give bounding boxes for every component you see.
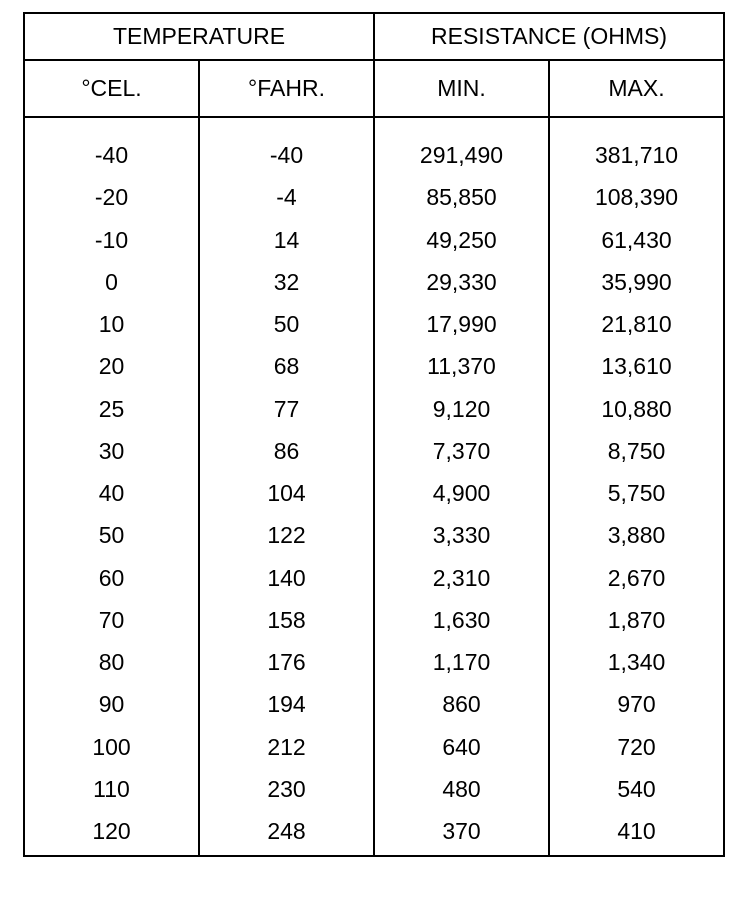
fahrenheit-cell: 86 (199, 430, 374, 472)
fahrenheit-cell: 104 (199, 472, 374, 514)
temperature-group-header: TEMPERATURE (24, 13, 374, 60)
table-row (24, 117, 724, 176)
max-resistance-cell: 3,880 (607, 522, 666, 549)
max-resistance-cell: 5,750 (607, 480, 666, 507)
celsius-cell: 10 (24, 303, 199, 345)
min-resistance-cell: 2,310 (374, 557, 549, 599)
min-resistance-cell: 1,170 (374, 641, 549, 683)
celsius-cell: 60 (24, 557, 199, 599)
celsius-cell: 20 (24, 345, 199, 387)
max-resistance-cell: 381,710 (594, 142, 679, 169)
table-row (24, 261, 724, 303)
fahrenheit-cell: 194 (199, 683, 374, 725)
min-resistance-cell: 480 (374, 768, 549, 810)
temperature-resistance-table (23, 12, 725, 857)
group-header-row (24, 13, 724, 60)
max-resistance-cell: 61,430 (601, 226, 672, 253)
fahrenheit-cell: 158 (199, 599, 374, 641)
min-resistance-cell: 49,250 (374, 219, 549, 261)
table-row (24, 176, 724, 218)
min-resistance-cell: 17,990 (374, 303, 549, 345)
column-header-row (24, 60, 724, 117)
celsius-header: °CEL. (24, 60, 199, 117)
fahrenheit-cell: 140 (199, 557, 374, 599)
celsius-cell: 50 (24, 514, 199, 556)
min-resistance-cell: 11,370 (374, 345, 549, 387)
max-resistance-cell: 35,990 (601, 268, 672, 295)
celsius-cell: 80 (24, 641, 199, 683)
fahrenheit-cell: -4 (199, 176, 374, 218)
table-row (24, 388, 724, 430)
table-row (24, 219, 724, 261)
table-row (24, 768, 724, 810)
min-resistance-cell: 1,630 (374, 599, 549, 641)
max-resistance-cell: 1,340 (607, 649, 666, 676)
table-row (24, 430, 724, 472)
min-resistance-cell: 4,900 (374, 472, 549, 514)
min-resistance-cell: 860 (374, 683, 549, 725)
fahrenheit-header: °FAHR. (199, 60, 374, 117)
max-resistance-cell: 10,880 (601, 395, 672, 422)
min-resistance-cell: 3,330 (374, 514, 549, 556)
max-resistance-cell: 108,390 (594, 184, 679, 211)
min-resistance-cell: 370 (374, 810, 549, 856)
max-resistance-cell: 8,750 (607, 437, 666, 464)
fahrenheit-cell: 212 (199, 726, 374, 768)
table-row (24, 557, 724, 599)
fahrenheit-cell: 14 (199, 219, 374, 261)
celsius-cell: 100 (24, 726, 199, 768)
max-header: MAX. (549, 60, 724, 117)
max-resistance-cell: 970 (617, 691, 656, 718)
min-header: MIN. (374, 60, 549, 117)
min-resistance-cell: 291,490 (374, 117, 549, 176)
min-resistance-cell: 9,120 (374, 388, 549, 430)
max-resistance-cell: 2,670 (607, 564, 666, 591)
min-resistance-cell: 29,330 (374, 261, 549, 303)
celsius-cell: 30 (24, 430, 199, 472)
fahrenheit-cell: -40 (199, 117, 374, 176)
max-resistance-cell: 540 (617, 775, 656, 802)
max-resistance-cell: 410 (617, 818, 656, 845)
celsius-cell: 120 (24, 810, 199, 856)
table-row (24, 472, 724, 514)
max-resistance-cell: 13,610 (601, 353, 672, 380)
celsius-cell: 25 (24, 388, 199, 430)
celsius-cell: 0 (24, 261, 199, 303)
table-row (24, 726, 724, 768)
resistance-group-header: RESISTANCE (OHMS) (374, 13, 724, 60)
fahrenheit-cell: 68 (199, 345, 374, 387)
fahrenheit-cell: 176 (199, 641, 374, 683)
max-resistance-cell: 21,810 (601, 311, 672, 338)
max-resistance-cell: 720 (617, 733, 656, 760)
celsius-cell: -40 (24, 117, 199, 176)
fahrenheit-cell: 248 (199, 810, 374, 856)
fahrenheit-cell: 50 (199, 303, 374, 345)
table-row (24, 514, 724, 556)
celsius-cell: -10 (24, 219, 199, 261)
min-resistance-cell: 640 (374, 726, 549, 768)
table-row (24, 683, 724, 725)
table-row (24, 345, 724, 387)
fahrenheit-cell: 230 (199, 768, 374, 810)
fahrenheit-cell: 32 (199, 261, 374, 303)
table-row (24, 810, 724, 856)
min-resistance-cell: 85,850 (374, 176, 549, 218)
celsius-cell: -20 (24, 176, 199, 218)
table-row (24, 641, 724, 683)
celsius-cell: 110 (24, 768, 199, 810)
table-row (24, 599, 724, 641)
celsius-cell: 70 (24, 599, 199, 641)
table-row (24, 303, 724, 345)
celsius-cell: 90 (24, 683, 199, 725)
fahrenheit-cell: 77 (199, 388, 374, 430)
celsius-cell: 40 (24, 472, 199, 514)
max-resistance-cell: 1,870 (607, 606, 666, 633)
fahrenheit-cell: 122 (199, 514, 374, 556)
min-resistance-cell: 7,370 (374, 430, 549, 472)
table-body (24, 117, 724, 856)
